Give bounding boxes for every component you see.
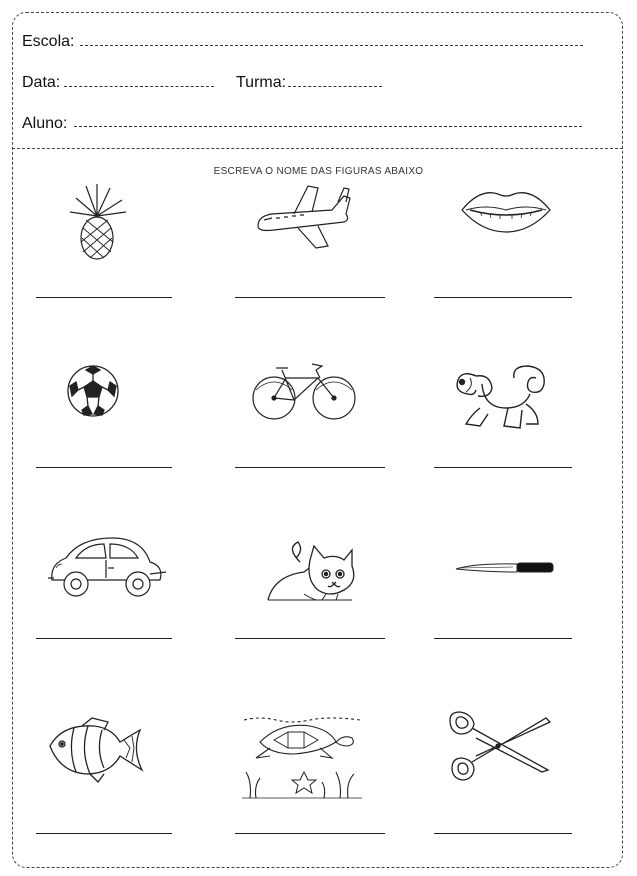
answer-line-6[interactable] bbox=[434, 467, 572, 468]
answer-line-1[interactable] bbox=[36, 297, 172, 298]
answer-line-8[interactable] bbox=[235, 638, 385, 639]
answer-line-10[interactable] bbox=[36, 833, 172, 834]
school-input-line[interactable] bbox=[80, 45, 583, 46]
turtle-icon bbox=[240, 712, 364, 800]
knife-icon bbox=[455, 560, 555, 576]
dog-icon bbox=[452, 364, 550, 432]
answer-line-11[interactable] bbox=[235, 833, 385, 834]
class-input-line[interactable] bbox=[288, 86, 382, 87]
cat-icon bbox=[264, 540, 356, 604]
student-label: Aluno: bbox=[22, 115, 68, 132]
answer-line-3[interactable] bbox=[434, 297, 572, 298]
soccer-ball-icon bbox=[66, 364, 120, 418]
date-input-line[interactable] bbox=[64, 86, 214, 87]
header-divider bbox=[12, 148, 623, 149]
airplane-icon bbox=[254, 184, 352, 250]
car-icon bbox=[46, 534, 168, 600]
school-label: Escola: bbox=[22, 33, 75, 50]
scissors-icon bbox=[446, 710, 554, 782]
answer-line-4[interactable] bbox=[36, 467, 172, 468]
lips-icon bbox=[460, 186, 552, 234]
answer-line-9[interactable] bbox=[434, 638, 572, 639]
student-input-line[interactable] bbox=[74, 126, 582, 127]
answer-line-7[interactable] bbox=[36, 638, 172, 639]
pineapple-icon bbox=[66, 182, 128, 262]
fish-icon bbox=[46, 716, 144, 784]
answer-line-5[interactable] bbox=[235, 467, 385, 468]
instruction-text: ESCREVA O NOME DAS FIGURAS ABAIXO bbox=[213, 166, 424, 177]
answer-line-2[interactable] bbox=[235, 297, 385, 298]
class-label: Turma: bbox=[236, 74, 287, 91]
bicycle-icon bbox=[250, 360, 358, 422]
answer-line-12[interactable] bbox=[434, 833, 572, 834]
date-label: Data: bbox=[22, 74, 61, 91]
